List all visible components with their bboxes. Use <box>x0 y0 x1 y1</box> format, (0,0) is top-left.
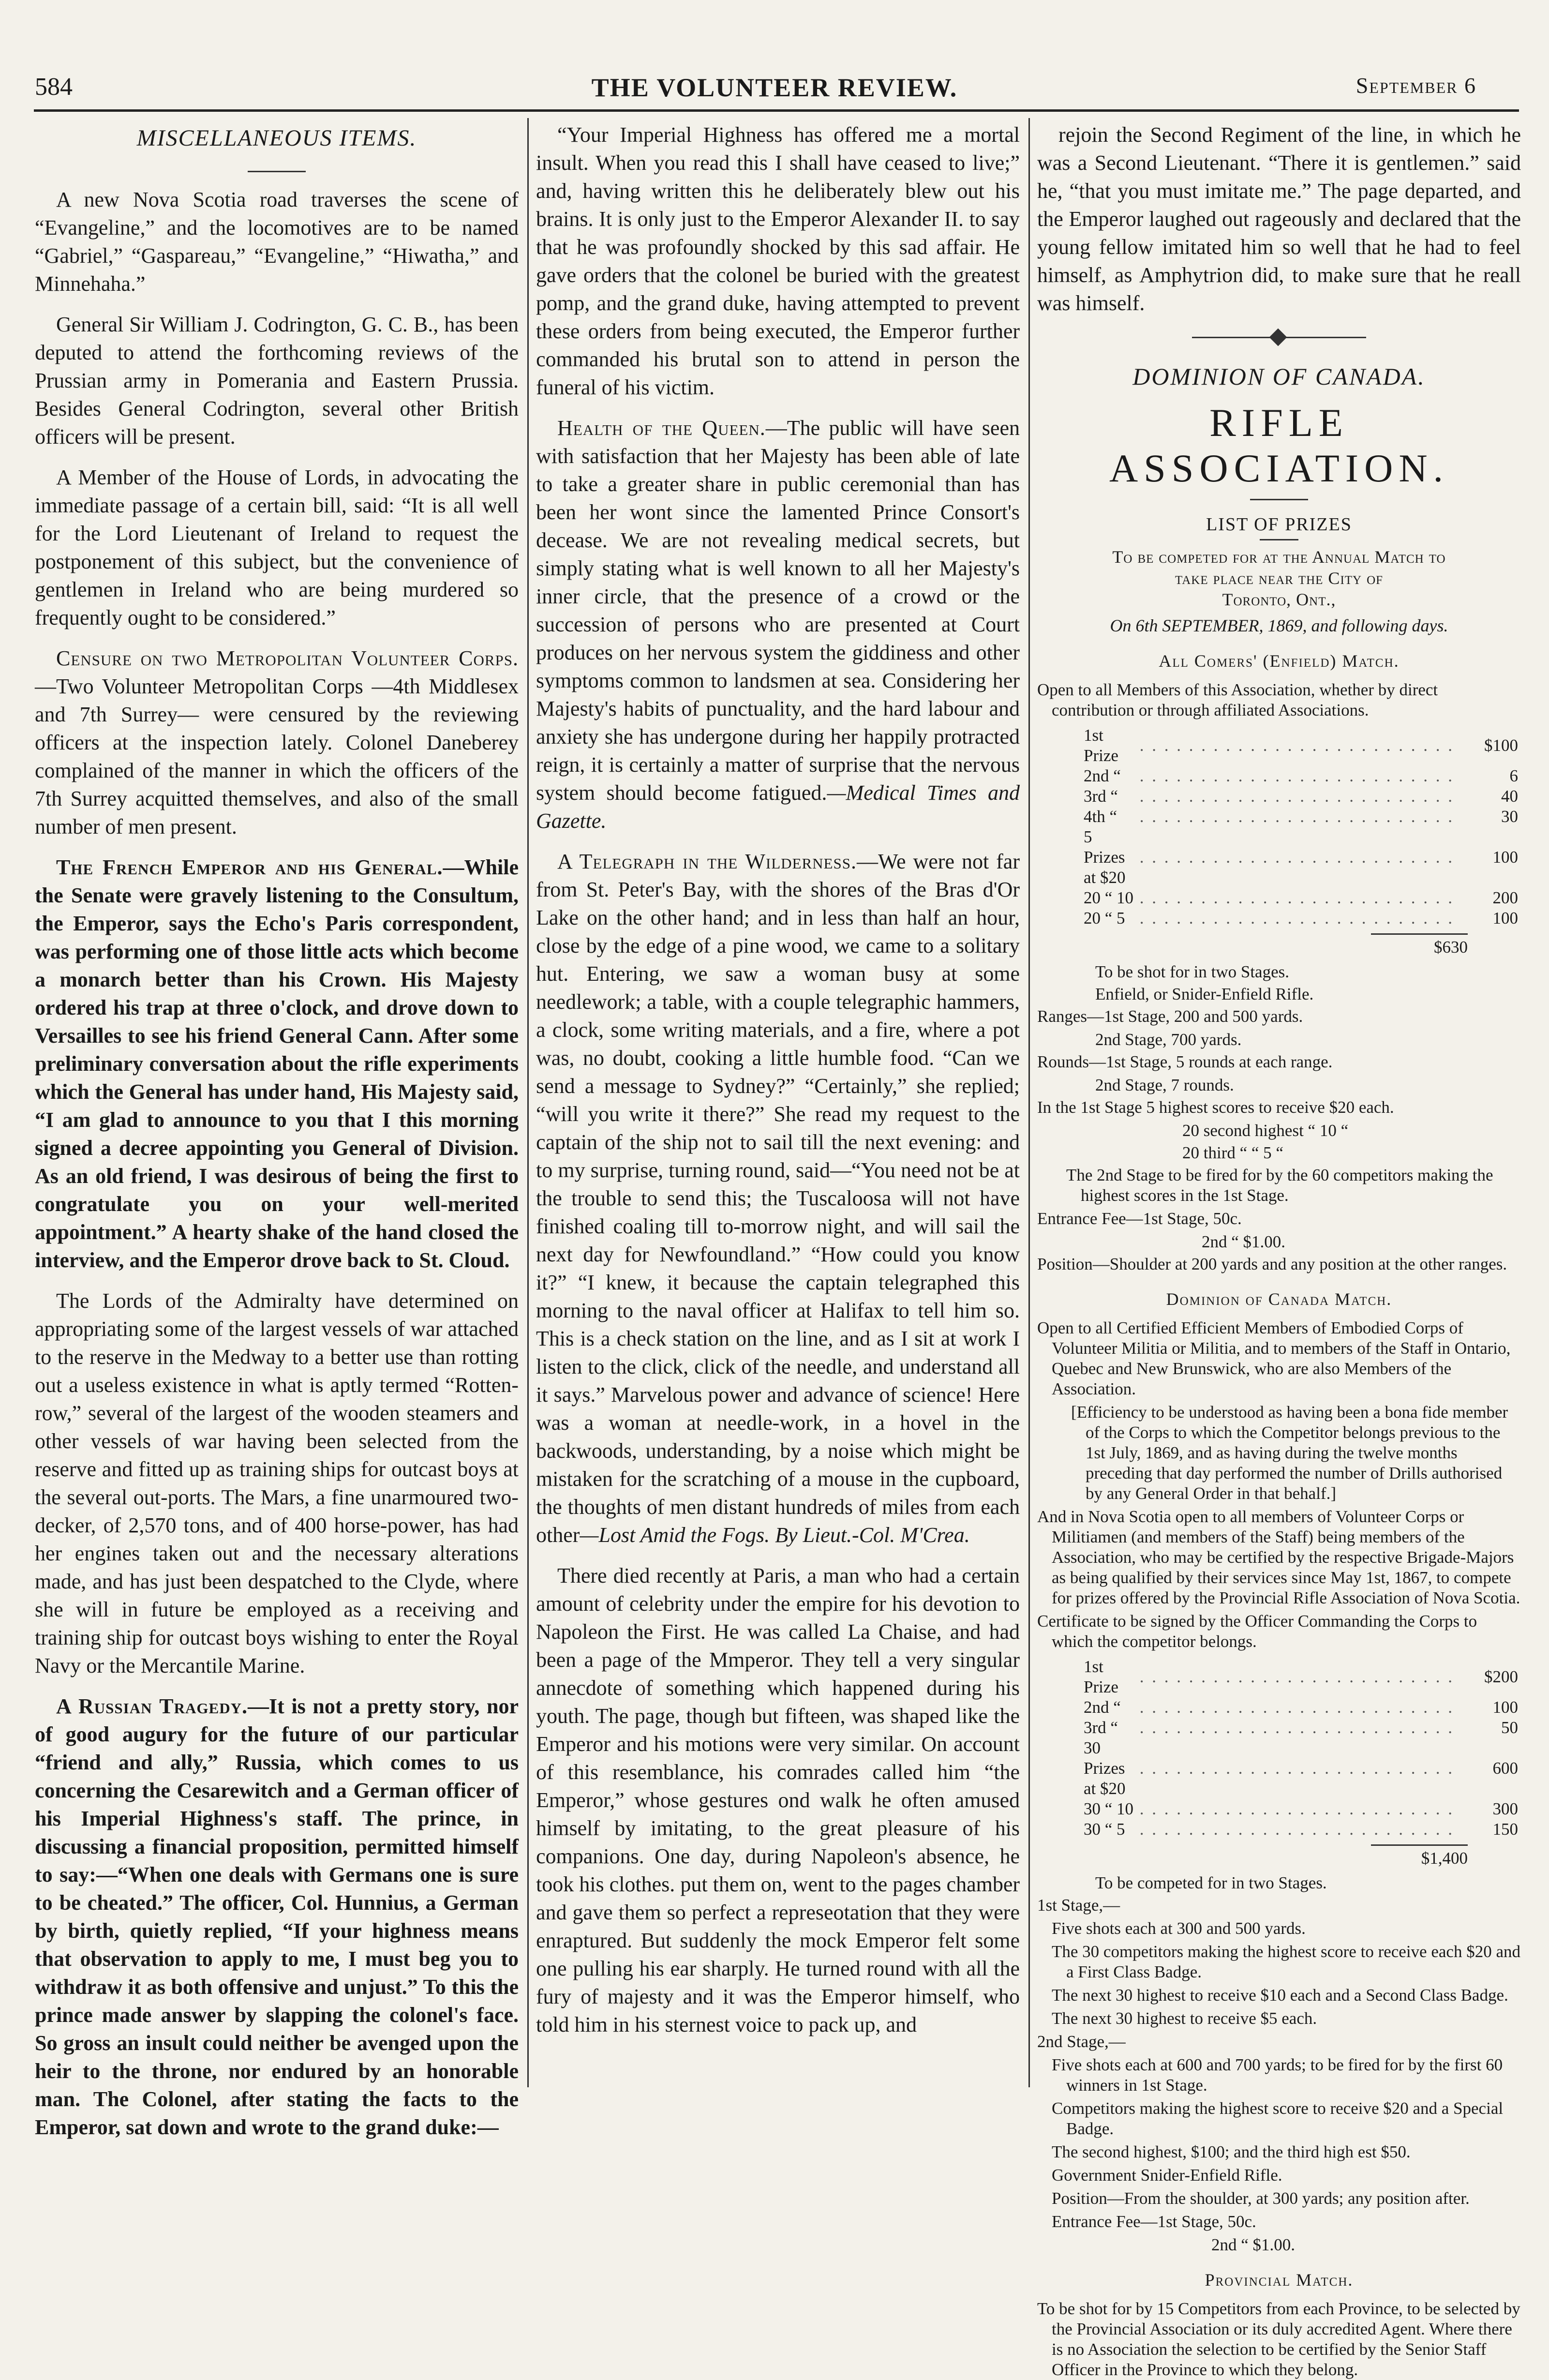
match-text: 20 third “ “ 5 “ <box>1182 1143 1283 1162</box>
notice-title: RIFLE ASSOCIATION. <box>1109 401 1449 490</box>
prize-label: 1st Prize <box>1084 1657 1118 1696</box>
prize-amount: 100 <box>1492 909 1518 928</box>
prize-row <box>1081 766 1521 786</box>
prize-label: 30 “ 5 <box>1084 1820 1125 1839</box>
match-text: The second highest, $100; and the third high est $50. <box>1052 2142 1411 2161</box>
prize-amount: 100 <box>1492 1698 1518 1717</box>
prize-total: $630 <box>1371 933 1468 957</box>
divider <box>248 171 306 172</box>
leader-dots: . . . . . . . . . . . . . . . . . . . . . . . . . . <box>1139 1698 1454 1717</box>
article-source: —Medical Times and Gazette. <box>536 781 1020 833</box>
prize-amount: 100 <box>1492 848 1518 867</box>
match-text: 2nd Stage, 7 rounds. <box>1095 1076 1234 1094</box>
prize-label: 3rd “ <box>1084 787 1118 806</box>
article-headline: Health of the Queen. <box>557 416 766 440</box>
match-text: Entrance Fee—1st Stage, 50c. <box>1037 1209 1242 1228</box>
prize-row <box>1081 1718 1521 1738</box>
leader-dots: . . . . . . . . . . . . . . . . . . . . . . . . . . <box>1139 888 1454 907</box>
match-text: Rounds—1st Stage, 5 rounds at each range. <box>1037 1052 1333 1071</box>
prize-amount: 200 <box>1492 888 1518 907</box>
notice-date: On 6th SEPTEMBER, 1869, and following days. <box>1110 616 1448 635</box>
divider <box>1260 539 1298 540</box>
article-headline: A Russian Tragedy. <box>56 1694 248 1718</box>
leader-dots: . . . . . . . . . . . . . . . . . . . . . . . . . . <box>1139 787 1454 806</box>
prize-label: 20 “ 5 <box>1084 909 1125 928</box>
prize-label: 20 “ 10 <box>1084 888 1134 907</box>
header-rule <box>34 109 1519 112</box>
match-text: 2nd Stage,— <box>1037 2032 1126 2051</box>
prize-row <box>1081 1657 1521 1697</box>
match-text: In the 1st Stage 5 highest scores to receive $20 each. <box>1037 1098 1394 1117</box>
issue-date: September 6 <box>1355 73 1476 98</box>
prize-label: 5 Prizes at $20 <box>1084 827 1126 887</box>
diamond-icon <box>1269 329 1287 346</box>
match-text: 2nd “ $1.00. <box>1211 2235 1296 2254</box>
leader-dots: . . . . . . . . . . . . . . . . . . . . . . . . . . <box>1139 1718 1454 1737</box>
match-text: Certificate to be signed by the Officer Commanding the Corps to which the competitor belongs. <box>1037 1612 1477 1651</box>
section-heading: MISCELLANEOUS ITEMS. <box>136 125 417 151</box>
leader-dots: . . . . . . . . . . . . . . . . . . . . . . . . . . <box>1139 766 1454 785</box>
article-paragraph: A Member of the House of Lords, in advocating the immediate passage of a certain bill, said: “It is all well for the Lord Lieutenant of Ireland to request the postponement of this subject, but the convenience of gentlemen in Ireland who are being murdered so frequently ought to be considered.” <box>35 465 519 629</box>
match-text: [Efficiency to be understood as having been a bona fide member of the Corps to which the Competitor belongs previous to the 1st July, 1869, and as having during the twelve months preceding that day performed the number of Drills authorised by any General Order in that behalf.] <box>1071 1403 1508 1503</box>
article-paragraph <box>536 414 1020 835</box>
match-heading: Dominion of Canada Match. <box>1166 1289 1392 1309</box>
prize-row <box>1081 1819 1521 1840</box>
column-divider <box>527 118 529 2087</box>
prize-amount: 600 <box>1492 1759 1518 1778</box>
match-text: To be shot for in two Stages. <box>1095 962 1289 981</box>
prize-row <box>1081 888 1521 908</box>
leader-dots: . . . . . . . . . . . . . . . . . . . . . . . . . . <box>1139 1820 1454 1839</box>
article-body: —While the Senate were gravely listening to the Consultum, the Emperor, says the Echo's Paris correspondent, was performing one of those little acts which become a monarch better than his Crown. His Majesty ordered his trap at three o'clock, and drove down to Versailles to see his friend General Cann. After some preliminary conversation about the rifle experiments which the General has under hand, His Majesty said, “I am glad to announce to you that I this morning signed a decree appointing you General of Division. As an old friend, I was desirous of being the first to congratulate you on your well-merited appointment.” A hearty shake of the hand closed the interview, and the Emperor drove back to St. Cloud. <box>35 855 519 1272</box>
article-paragraph: General Sir William J. Codrington, G. C. B., has been deputed to attend the forthcoming reviews of the Prussian army in Pomerania and Eastern Prussia. Besides General Codrington, several other British officers will be present. <box>35 313 519 449</box>
leader-dots: . . . . . . . . . . . . . . . . . . . . . . . . . . <box>1139 807 1454 826</box>
prize-row <box>1081 1738 1521 1799</box>
match-text: Position—From the shoulder, at 300 yards; any position after. <box>1052 2189 1470 2208</box>
notice-line: Toronto, Ont., <box>1222 590 1336 609</box>
prize-total: $1,400 <box>1371 1844 1468 1868</box>
ornamental-divider <box>1192 337 1366 338</box>
prize-amount: 300 <box>1492 1799 1518 1818</box>
page-number: 584 <box>35 73 73 101</box>
article-paragraph: There died recently at Paris, a man who had a certain amount of celebrity under the empire for his devotion to Napoleon the First. He was called La Chaise, and had been a page of the Mmperor. They tell a very singular annecdote of something which happened during his youth. The page, though but fifteen, was shaped like the Emperor and his motions were very similar. On account of this resemblance, his comrades called him “the Emperor,” whose gestures ond walk he often amused himself by imitating, to the great pleasure of his companions. One day, during Napoleon's absence, he took his clothes. put them on, went to the pages chamber and gave them so perfect a represeotation that they were enraptured. But suddenly the mock Emperor felt some one pulling his ear sharply. He turned round with all the fury of majesty and it was the Emperor himself, who told him in his sternest voice to pack up, and <box>536 1564 1020 2036</box>
prize-table-body <box>1081 725 1521 928</box>
match-text: The 2nd Stage to be fired for by the 60 competitors making the highest scores in the 1st Stage. <box>1066 1166 1493 1205</box>
prize-row <box>1081 908 1521 928</box>
leader-dots: . . . . . . . . . . . . . . . . . . . . . . . . . . <box>1139 1667 1454 1686</box>
leader-dots: . . . . . . . . . . . . . . . . . . . . . . . . . . <box>1139 736 1454 755</box>
column-2 <box>536 121 1020 2086</box>
match-text: Five shots each at 600 and 700 yards; to be fired for by the first 60 winners in 1st Stage. <box>1052 2055 1503 2095</box>
prize-label: 2nd “ <box>1084 1698 1121 1717</box>
article-paragraph <box>536 848 1020 1549</box>
prize-amount: 30 <box>1501 807 1518 826</box>
article-source: —Lost Amid the Fogs. By Lieut.-Col. M'Crea. <box>580 1523 970 1547</box>
match-text: The next 30 highest to receive $10 each and a Second Class Badge. <box>1052 1986 1508 2005</box>
prize-row <box>1081 807 1521 827</box>
match-text: Ranges—1st Stage, 200 and 500 yards. <box>1037 1007 1303 1026</box>
prize-row <box>1081 786 1521 807</box>
match-text: And in Nova Scotia open to all members of Volunteer Corps or Militiamen (and members of the Staff) being members of the Association, who may be certified by the respective Brigade-Majors as being qualified by their services since May 1st, 1867, to compete for prizes offered by the Provincial Rifle Association of Nova Scotia. <box>1037 1507 1520 1607</box>
match-text: To be shot for by 15 Competitors from each Province, to be selected by the Provincial Association or its duly accredited Agent. Where there is no Association the selection to be certified by the Senior Staff Officer in the Province to which they belong. <box>1037 2299 1520 2379</box>
prize-amount: 150 <box>1492 1820 1518 1839</box>
leader-dots: . . . . . . . . . . . . . . . . . . . . . . . . . . <box>1139 1759 1454 1778</box>
prize-amount: 6 <box>1509 766 1518 785</box>
column-1 <box>35 121 519 2139</box>
article-paragraph: The Lords of the Admiralty have determined on appropriating some of the largest vessels of war attached to the reserve in the Medway to a better use than rotting out a useless existence in what is aptly termed “Rotten-row,” several of the largest of the wooden steamers and other vessels of war having been selected from the reserve and fitted up as training ships for outcast boys at the several out-ports. The Mars, a fine unarmoured two-decker, of 2,570 tons, and of 400 horse-power, has had her engines taken out and the necessary alterations made, and has just been despatched to the Clyde, where she will in future be employed as a receiving and training ship for outcast boys wishing to enter the Royal Navy or the Mercantile Marine. <box>35 1289 519 1677</box>
article-body: —Two Volunteer Metropolitan Corps —4th Middlesex and 7th Surrey— were censured by the reviewing officers at the inspection lately. Colonel Daneberey complained of the manner in which the officers of the 7th Surrey acquitted themselves, and also of the small number of men present. <box>35 674 519 838</box>
match-text: Five shots each at 300 and 500 yards. <box>1052 1919 1306 1938</box>
notice-subtitle: DOMINION OF CANADA. <box>1132 363 1426 390</box>
prize-table-body <box>1081 1657 1521 1840</box>
article-headline: Censure on two Metropolitan Volunteer Corps. <box>56 646 519 670</box>
match-text: Open to all Certified Efficient Members of Embodied Corps of Volunteer Militia or Militia, and to members of the Staff in Ontario, Quebec and New Brunswick, who are also Members of the Association. <box>1037 1318 1511 1398</box>
article-body: —We were not far from St. Peter's Bay, with the shores of the Bras d'Or Lake on the other hand; and in less than half an hour, close by the edge of a pine wood, we came to a solitary hut. Entering, we saw a woman busy at some needlework; a table, with a couple telegraphic hammers, a clock, some writing materials, and a fire, where a pot was, no doubt, cooking a little humble food. “Can we send a message to Sydney?” “Certainly,” she replied; “will you write it there?” She read my request to the captain of the ship not to sail till the next evening: and to my surprise, turning round, said—“You need not be at the trouble to send this; the Tuscaloosa will not have finished coaling till to-morrow night, and will sail the next day for Newfoundland.” “How could you know it?” “I knew, it because the captain telegraphed this morning to the naval officer at Halifax to tell him so. This is a check station on the line, and as I sit at work I listen to the click, click of the needle, and understand all it says.” Marvelous power and advance of science! Here was a woman at needle-work, in a hovel in the backwoods, understanding, by a noise which might be mistaken for the scratching of a mouse in the cupboard, the thoughts of men distant hundreds of miles from each other <box>536 850 1020 1547</box>
match-text: Open to all Members of this Association, whether by direct contribution or through affiliated Associations. <box>1037 680 1438 719</box>
article-paragraph <box>35 644 519 841</box>
notice-line: take place near the City of <box>1175 569 1384 588</box>
match-text: The 30 competitors making the highest score to receive each $20 and a First Class Badge. <box>1052 1942 1520 1981</box>
prize-amount: $200 <box>1484 1667 1518 1686</box>
match-text: To be competed for in two Stages. <box>1095 1873 1327 1892</box>
article-paragraph <box>35 1692 519 2141</box>
article-headline: The French Emperor and his General. <box>56 855 443 879</box>
leader-dots: . . . . . . . . . . . . . . . . . . . . . . . . . . <box>1139 848 1454 867</box>
prize-amount: 40 <box>1501 787 1518 806</box>
masthead-title: THE VOLUNTEER REVIEW. <box>591 73 958 102</box>
prize-label: 2nd “ <box>1084 766 1121 785</box>
article-body: —The public will have seen with satisfaction that her Majesty has been able of late to take a greater share in public ceremonial than has been her wont since the lamented Prince Consort's decease. We are not revealing medical secrets, but simply stating what is well known to all her Majesty's inner circle, that the presence of a crowd or the succession of persons who are presented at Court produces on her nervous system the giddiness and other symptoms common to landsmen at sea. Considering her Majesty's habits of punctuality, and the hard labour and anxiety she has undergone during her happily protracted reign, it is certainly a matter of surprise that the nervous system should become fatigued. <box>536 416 1020 805</box>
prize-label: 30 “ 10 <box>1084 1799 1134 1818</box>
prize-label: 3rd “ <box>1084 1718 1118 1737</box>
article-paragraph: “Your Imperial Highness has offered me a mortal insult. When you read this I shall have ceased to live;” and, having written this he deliberately blew out his brains. It is only just to the Emperor Alexander II. to say that he was profoundly shocked by this sad affair. He gave orders that the colonel be buried with the greatest pomp, and the grand duke, having attempted to prevent these orders from being executed, the Emperor further commanded his brutal son to attend in person the funeral of his victim. <box>536 123 1020 399</box>
prize-label: 1st Prize <box>1084 726 1118 765</box>
prize-table <box>1081 725 1521 928</box>
match-heading: All Comers' (Enfield) Match. <box>1159 651 1400 671</box>
notice-line: To be competed for at the Annual Match to <box>1112 547 1446 567</box>
match-text: The next 30 highest to receive $5 each. <box>1052 2009 1317 2028</box>
prize-table <box>1081 1657 1521 1840</box>
match-text: 2nd “ $1.00. <box>1202 1232 1286 1251</box>
prize-row <box>1081 1799 1521 1819</box>
list-heading: LIST OF PRIZES <box>1206 514 1352 535</box>
leader-dots: . . . . . . . . . . . . . . . . . . . . . . . . . . <box>1139 909 1454 928</box>
prize-row <box>1081 725 1521 766</box>
divider <box>1250 499 1308 500</box>
article-body: —It is not a pretty story, nor of good augury for the future of our particular “friend and ally,” Russia, which comes to us concerning the Cesarewitch and a German officer of his Imperial Highness's staff. The prince, in discussing a financial proposition, permitted himself to say:—“When one deals with Germans one is sure to be cheated.” The officer, Col. Hunnius, a German by birth, quietly replied, “If your highness means that observation to apply to me, I must beg you to withdraw it as both offensive and unjust.” To this the prince made answer by slapping the colonel's face. So gross an insult could neither be avenged upon the heir to the throne, nor endured by an honorable man. The Colonel, after stating the facts to the Emperor, sat down and wrote to the grand duke:— <box>35 1694 519 2139</box>
column-divider <box>1028 118 1030 2087</box>
prize-amount: $100 <box>1484 736 1518 755</box>
prize-label: 30 Prizes at $20 <box>1084 1738 1126 1798</box>
match-text: Government Snider-Enfield Rifle. <box>1052 2166 1282 2185</box>
match-text: 20 second highest “ 10 “ <box>1182 1121 1349 1140</box>
match-text: Entrance Fee—1st Stage, 50c. <box>1052 2212 1256 2231</box>
prize-amount: 50 <box>1501 1718 1518 1737</box>
column-3 <box>1037 121 1521 2379</box>
match-text: 2nd Stage, 700 yards. <box>1095 1030 1242 1049</box>
match-text: Competitors making the highest score to receive $20 and a Special Badge. <box>1052 2099 1504 2138</box>
article-paragraph <box>35 853 519 1274</box>
match-text: Position—Shoulder at 200 yards and any position at the other ranges. <box>1037 1255 1507 1273</box>
match-text: 1st Stage,— <box>1037 1896 1120 1915</box>
match-text: Enfield, or Snider-Enfield Rifle. <box>1095 985 1314 1003</box>
prize-row <box>1081 1697 1521 1718</box>
prize-row <box>1081 827 1521 888</box>
article-headline: A Telegraph in the Wilderness. <box>557 850 857 873</box>
prize-label: 4th “ <box>1084 807 1117 826</box>
match-heading: Provincial Match. <box>1205 2270 1354 2290</box>
article-paragraph: rejoin the Second Regiment of the line, in which he was a Second Lieutenant. “There it is gentlemen.” said he, “that you must imitate me.” The page departed, and the Emperor laughed out rageously and declared that the young fellow imitated him so well that he had to feel himself, as Amphytrion did, to make sure that he reall was himself. <box>1037 123 1521 315</box>
leader-dots: . . . . . . . . . . . . . . . . . . . . . . . . . . <box>1139 1799 1454 1818</box>
article-paragraph: A new Nova Scotia road traverses the scene of “Evangeline,” and the locomotives are to be named “Gabriel,” “Gaspareau,” “Evangeline,” “Hiwatha,” and Minnehaha.” <box>35 188 519 296</box>
